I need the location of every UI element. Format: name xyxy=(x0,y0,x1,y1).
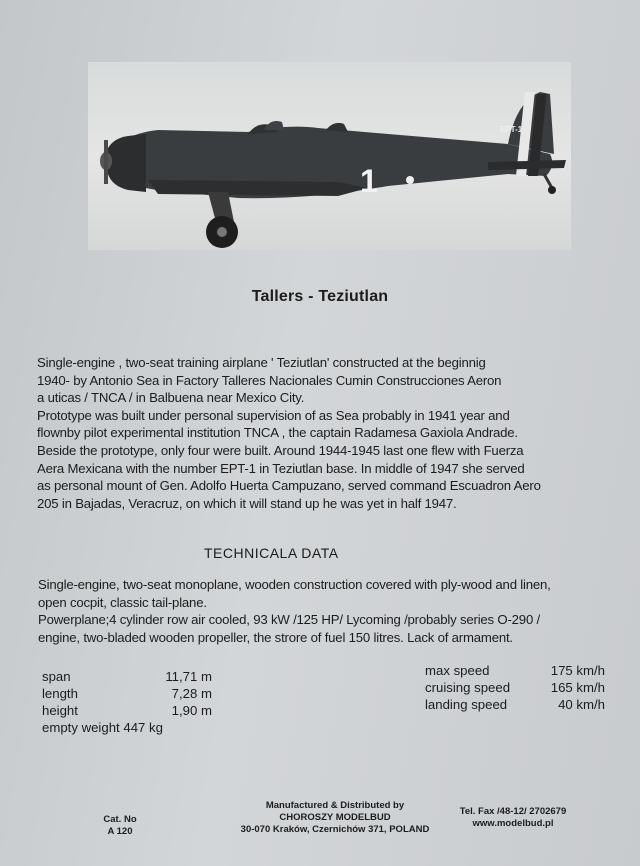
catalog-value: A 120 xyxy=(107,826,133,837)
page-title: Tallers - Teziutlan xyxy=(251,288,389,305)
spec-label: empty weight 447 kg xyxy=(42,720,163,735)
spec-value: 1,90 m xyxy=(171,703,212,718)
description-line: Aera Mexicana with the number EPT-1 in Teziutlan base. In middle of 1947 she served xyxy=(37,460,525,476)
spec-label: landing speed xyxy=(425,697,508,712)
company-name: CHOROSZY MODELBUD xyxy=(279,812,391,823)
spec-value: 175 km/h xyxy=(550,663,605,678)
manufacturer-info xyxy=(215,800,455,836)
spec-label: length xyxy=(42,686,78,701)
catalog-number xyxy=(100,814,140,838)
tech-line: engine, two-bladed wooden propeller, the strore of fuel 150 litres. Lack of armament. xyxy=(38,629,513,645)
description-line: Prototype was built under personal supervision of as Sea probably in 1941 year and xyxy=(37,407,510,423)
spec-value: 40 km/h xyxy=(558,697,605,712)
description xyxy=(37,354,612,512)
spec-value: 11,71 m xyxy=(165,669,212,684)
technical-description xyxy=(38,576,618,646)
description-line: 1940- by Antonio Sea in Factory Talleres Nacionales Cumin Construcciones Aeron xyxy=(37,372,502,388)
fuselage-number: 1 xyxy=(360,163,378,199)
phone-fax: Tel. Fax /48-12/ 2702679 xyxy=(459,806,567,817)
description-line: Beside the prototype, only four were built. Around 1944-1945 last one flew with Fuerza xyxy=(37,442,524,458)
description-line: 205 in Bajadas, Veracruz, on which it will stand up he was yet in half 1947. xyxy=(37,495,457,511)
description-line: Single-engine , two-seat training airplane ' Teziutlan' constructed at the beginnig xyxy=(37,355,486,370)
technical-data-heading: TECHNICALA DATA xyxy=(204,545,339,561)
tech-line: Single-engine, two-seat monoplane, wooden construction covered with ply-wood and linen, xyxy=(38,577,551,592)
spec-label: cruising speed xyxy=(425,680,511,695)
catalog-label: Cat. No xyxy=(103,814,137,825)
aircraft-photo xyxy=(88,62,571,250)
aircraft-silhouette xyxy=(88,62,571,250)
description-line: as personal mount of Gen. Adolfo Huerta Campuzano, served command Escuadron Aero xyxy=(37,478,541,494)
spec-value: 165 km/h xyxy=(550,680,605,695)
tech-line: Powerplane;4 cylinder row air cooled, 93 kW /125 HP/ Lycoming /probably series O-290 / xyxy=(38,612,540,628)
description-line: flownby pilot experimental institution TNCA , the captain Radamesa Gaxiola Andrade. xyxy=(37,425,518,441)
spec-label: max speed xyxy=(425,663,490,678)
spec-value: 7,28 m xyxy=(171,686,212,701)
tech-line: open cocpit, classic tail-plane. xyxy=(38,594,207,610)
spec-label: height xyxy=(42,703,78,718)
manufactured-by: Manufactured & Distributed by xyxy=(265,800,405,811)
company-address: 30-070 Kraków, Czernichów 371, POLAND xyxy=(240,824,430,835)
website: www.modelbud.pl xyxy=(472,818,554,829)
description-line: a uticas / TNCA / in Balbuena near Mexico City. xyxy=(37,390,305,406)
contact-info xyxy=(448,806,578,830)
tail-code: EPT-1 xyxy=(500,125,523,134)
spec-label: span xyxy=(42,669,71,684)
